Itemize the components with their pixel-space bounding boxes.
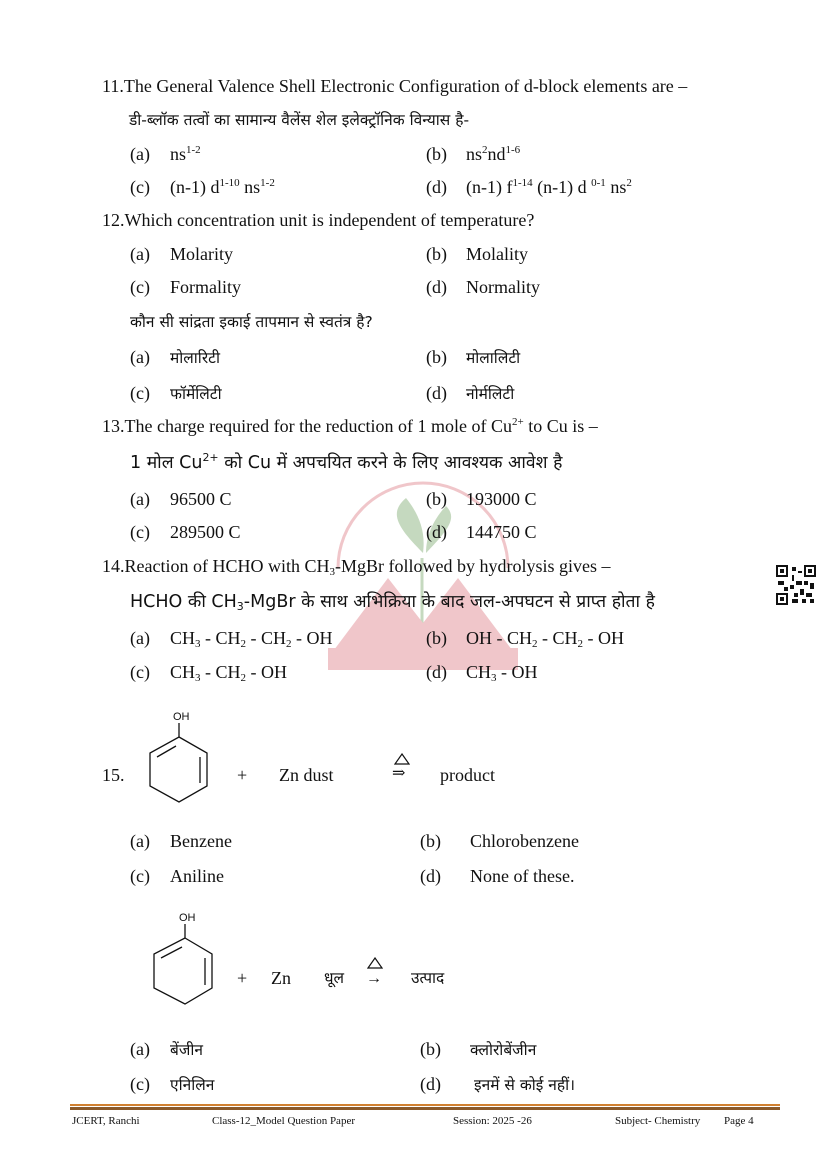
q11-option-a: (a) $ns^{1-2}$ [130, 144, 201, 164]
footer-page-number: Page 4 [724, 1115, 754, 1127]
q11-option-d: (d) (n-1) $f^{1-14}$ (n-1) d $^{0-1}$ $ns^2$ [426, 177, 632, 197]
option-label: (c) [130, 177, 150, 197]
q15-option-d-hindi: (d) इनमें से कोई नहीं। [420, 1074, 575, 1094]
option-label: (a) [130, 144, 150, 164]
q12-option-c: (c) Formality [130, 277, 241, 297]
q13-option-d: (d) 144750 C [426, 522, 537, 542]
q15-product-hindi: उत्पाद [411, 969, 445, 987]
footer-rule [70, 1104, 780, 1106]
q15-dust-hindi: धूल [324, 969, 345, 987]
q15-number: 15. [102, 765, 125, 785]
q15-option-d: (d) None of these. [420, 866, 575, 886]
footer-session: Session: 2025 -26 [453, 1115, 532, 1127]
q12-option-b: (b) Molality [426, 244, 528, 264]
q12-option-d-hindi: (d) नोर्मलिटी [426, 383, 515, 403]
q14-option-d: (d) $CH_3$ - OH [426, 662, 538, 684]
q15-plus-sign-hindi: + [237, 968, 248, 988]
q15-option-b: (b) Chlorobenzene [420, 831, 579, 851]
q15-option-b-hindi: (b) क्लोरोबेंजीन [420, 1039, 537, 1059]
phenol-oh-label: OH [173, 711, 190, 723]
q14-question-hindi: HCHO की $CH_3$-MgBr के साथ अभिक्रिया के बाद जल-अपघटन से प्राप्त होता है [130, 592, 655, 613]
reaction-arrow-icon: ⇒ [392, 765, 406, 782]
phenol-structure-diagram-hindi [146, 906, 226, 1006]
q15-option-a-hindi: (a) बेंजीन [130, 1039, 203, 1059]
q13-question-hindi: 1 मोल $Cu^{2+}$ को Cu में अपचयित करने के लिए आवश्यक आवेश है [130, 451, 563, 473]
q15-option-c: (c) Aniline [130, 866, 224, 886]
q11-option-b: (b) $ns^2nd^{1-6}$ [426, 144, 521, 164]
q12-question-hindi: कौन सी सांद्रता इकाई तापमान से स्वतंत्र है? [130, 313, 373, 331]
q12-option-a: (a) Molarity [130, 244, 233, 264]
q15-reagent-hindi: Zn [271, 968, 291, 988]
q13-option-a: (a) 96500 C [130, 489, 232, 509]
q15-reagent: Zn dust [279, 765, 334, 785]
footer-org: JCERT, Ranchi [72, 1115, 140, 1127]
q13-option-b: (b) 193000 C [426, 489, 537, 509]
footer-rule-thick [70, 1107, 780, 1110]
q13-question: 13.The charge required for the reduction of 1 mole of $Cu^{2+}$ to Cu is – [102, 416, 598, 436]
footer-subject: Subject- Chemistry [615, 1115, 701, 1127]
option-label: (b) [426, 144, 447, 164]
q11-question: 11.The General Valence Shell Electronic Configuration of d-block elements are – [102, 76, 688, 96]
q15-option-a: (a) Benzene [130, 831, 232, 851]
phenol-oh-label: OH [179, 912, 196, 924]
q12-question: 12.Which concentration unit is independent of temperature? [102, 210, 535, 230]
q11-question-hindi: डी-ब्लॉक तत्वों का सामान्य वैलेंस शेल इलेक्ट्रॉनिक विन्यास है- [129, 111, 470, 129]
q15-option-c-hindi: (c) एनिलिन [130, 1074, 215, 1094]
q14-option-a: (a) $CH_3 - CH_2 - CH_2$ - OH [130, 628, 333, 650]
q12-option-a-hindi: (a) मोलारिटी [130, 347, 220, 367]
q15-product: product [440, 765, 495, 785]
q12-option-c-hindi: (c) फॉर्मेलिटी [130, 383, 222, 403]
q12-option-b-hindi: (b) मोलालिटी [426, 347, 521, 367]
q13-option-c: (c) 289500 C [130, 522, 241, 542]
option-label: (d) [426, 177, 447, 197]
qr-code-icon [776, 565, 816, 605]
q15-plus-sign: + [237, 765, 248, 785]
q11-option-c: (c) (n-1) $d^{1-10}$ $ns^{1-2}$ [130, 177, 275, 197]
q14-option-c: (c) $CH_3 - CH_2$ - OH [130, 662, 288, 684]
reaction-arrow-icon: → [366, 970, 382, 987]
q14-option-b: (b) OH - $CH_2 - CH_2$ - OH [426, 628, 624, 650]
phenol-structure-diagram [140, 706, 220, 806]
q14-question: 14.Reaction of HCHO with $CH_3$-MgBr followed by hydrolysis gives – [102, 556, 611, 578]
q12-option-d: (d) Normality [426, 277, 540, 297]
footer-paper: Class-12_Model Question Paper [212, 1115, 355, 1127]
